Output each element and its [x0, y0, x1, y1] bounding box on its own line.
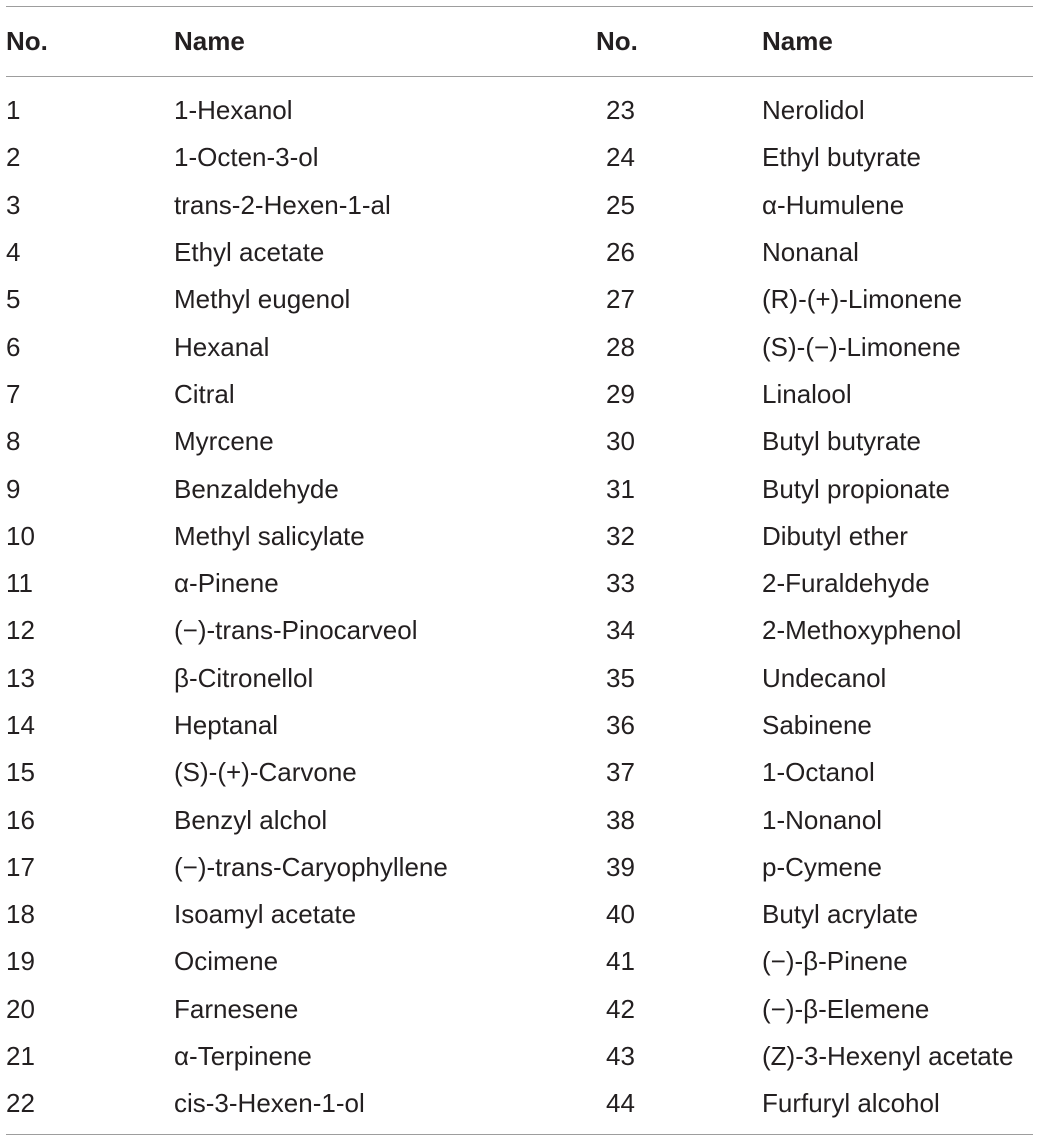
cell-name-left: cis-3-Hexen-1-ol: [174, 1088, 365, 1119]
cell-no-left: 9: [6, 473, 21, 504]
cell-name-right: Furfuryl alcohol: [762, 1088, 940, 1119]
header-name-left: Name: [174, 7, 594, 77]
cell-name-right: Nerolidol: [762, 95, 865, 126]
cell-no-left: 13: [6, 662, 35, 693]
table-row: [6, 986, 1033, 1033]
table-row: [6, 513, 1033, 560]
cell-name-left: Ethyl acetate: [174, 237, 325, 268]
cell-name-left: Isoamyl acetate: [174, 899, 357, 930]
cell-no-left: 21: [6, 1041, 35, 1072]
cell-name-left: β-Citronellol: [174, 662, 314, 693]
cell-no-right: 32: [606, 520, 635, 551]
cell-name-right: Nonanal: [762, 237, 859, 268]
cell-no-left: 5: [6, 284, 21, 315]
cell-name-right: Butyl propionate: [762, 473, 950, 504]
table-row: [6, 229, 1033, 276]
cell-name-right: (−)-β-Elemene: [762, 993, 930, 1024]
cell-name-right: p-Cymene: [762, 851, 882, 882]
cell-no-right: 34: [606, 615, 635, 646]
cell-name-left: Hexanal: [174, 331, 270, 362]
cell-name-right: Ethyl butyrate: [762, 142, 921, 173]
table-row: [6, 465, 1033, 512]
cell-no-right: 37: [606, 757, 635, 788]
header-no-left: No.: [6, 7, 174, 77]
cell-name-left: Farnesene: [174, 993, 299, 1024]
cell-no-left: 8: [6, 426, 21, 457]
table-row: [6, 607, 1033, 654]
table-row: [6, 655, 1033, 702]
cell-no-right: 43: [606, 1041, 635, 1072]
table-header: [6, 7, 1033, 77]
cell-name-left: Citral: [174, 378, 235, 409]
cell-name-left: (−)-trans-Pinocarveol: [174, 615, 418, 646]
cell-no-right: 29: [606, 378, 635, 409]
cell-no-right: 36: [606, 710, 635, 740]
cell-name-left: 1-Hexanol: [174, 95, 293, 126]
cell-no-left: 19: [6, 946, 35, 977]
cell-no-left: 14: [6, 710, 35, 740]
table-row: [6, 1033, 1033, 1080]
cell-no-left: 11: [6, 568, 33, 599]
table-row: [6, 702, 1033, 749]
cell-name-right: Butyl acrylate: [762, 899, 919, 930]
cell-name-left: Myrcene: [174, 426, 274, 457]
cell-name-right: Sabinene: [762, 710, 872, 740]
cell-name-left: α-Pinene: [174, 568, 279, 599]
cell-no-left: 20: [6, 993, 35, 1024]
cell-no-right: 42: [606, 993, 635, 1024]
cell-no-left: 15: [6, 757, 35, 788]
table-row: [6, 182, 1033, 229]
cell-no-left: 22: [6, 1088, 35, 1119]
cell-no-right: 26: [606, 237, 635, 268]
cell-name-right: Linalool: [762, 378, 852, 409]
cell-name-right: (Z)-3-Hexenyl acetate: [762, 1041, 1014, 1072]
cell-name-right: Butyl butyrate: [762, 426, 921, 457]
cell-no-right: 35: [606, 662, 635, 693]
cell-name-right: 1-Octanol: [762, 757, 875, 788]
cell-no-left: 18: [6, 899, 35, 930]
cell-no-right: 39: [606, 851, 635, 882]
cell-name-left: Benzyl alchol: [174, 804, 328, 835]
cell-no-left: 17: [6, 851, 35, 882]
cell-name-left: trans-2-Hexen-1-al: [174, 189, 391, 220]
cell-no-right: 41: [606, 946, 635, 977]
cell-no-right: 25: [606, 189, 635, 220]
cell-no-left: 10: [6, 520, 35, 551]
cell-no-right: 44: [606, 1088, 635, 1119]
cell-name-left: Heptanal: [174, 710, 279, 740]
table-row: [6, 276, 1033, 323]
cell-name-right: Undecanol: [762, 662, 887, 693]
cell-name-right: α-Humulene: [762, 189, 905, 220]
cell-no-left: 3: [6, 189, 21, 220]
cell-name-right: Dibutyl ether: [762, 520, 908, 551]
cell-name-left: (S)-(+)-Carvone: [174, 757, 357, 788]
header-name-right: Name: [762, 7, 1033, 77]
table-row: [6, 749, 1033, 796]
cell-name-left: Ocimene: [174, 946, 279, 977]
bottom-rule: [6, 1134, 1033, 1135]
cell-no-right: 27: [606, 284, 635, 315]
header-no-right: No.: [594, 7, 762, 77]
cell-no-right: 23: [606, 95, 635, 126]
cell-name-right: 2-Furaldehyde: [762, 568, 930, 599]
cell-no-right: 40: [606, 899, 635, 930]
cell-name-right: (−)-β-Pinene: [762, 946, 908, 977]
table-row: [6, 891, 1033, 938]
cell-no-right: 24: [606, 142, 635, 173]
cell-no-right: 33: [606, 568, 635, 599]
cell-name-right: 1-Nonanol: [762, 804, 882, 835]
table-row: [6, 134, 1033, 181]
table-row: [6, 371, 1033, 418]
table-row: [6, 1080, 1033, 1133]
cell-no-left: 12: [6, 615, 35, 646]
cell-no-right: 31: [606, 473, 635, 504]
cell-name-right: (S)-(−)-Limonene: [762, 331, 961, 362]
table-row: [6, 796, 1033, 843]
compound-table: [6, 7, 1033, 1134]
table-body: [6, 77, 1033, 1134]
cell-name-left: 1-Octen-3-ol: [174, 142, 319, 173]
cell-no-left: 1: [6, 95, 21, 126]
table-row: [6, 844, 1033, 891]
cell-no-left: 2: [6, 142, 21, 173]
cell-name-left: Methyl salicylate: [174, 520, 365, 551]
compound-table-container: [6, 0, 1039, 1135]
cell-name-left: Benzaldehyde: [174, 473, 339, 504]
cell-name-left: Methyl eugenol: [174, 284, 351, 315]
cell-no-right: 30: [606, 426, 635, 457]
table-row: [6, 323, 1033, 370]
header-row: [6, 7, 1033, 77]
cell-no-left: 6: [6, 331, 21, 362]
cell-no-right: 38: [606, 804, 635, 835]
table-row: [6, 560, 1033, 607]
cell-name-left: α-Terpinene: [174, 1041, 312, 1072]
table-row: [6, 418, 1033, 465]
table-row: [6, 77, 1033, 135]
cell-no-left: 7: [6, 378, 21, 409]
cell-no-left: 4: [6, 237, 21, 268]
cell-name-right: 2-Methoxyphenol: [762, 615, 962, 646]
cell-no-left: 16: [6, 804, 35, 835]
table-row: [6, 938, 1033, 985]
cell-name-right: (R)-(+)-Limonene: [762, 284, 963, 315]
cell-no-right: 28: [606, 331, 635, 362]
cell-name-left: (−)-trans-Caryophyllene: [174, 851, 448, 882]
